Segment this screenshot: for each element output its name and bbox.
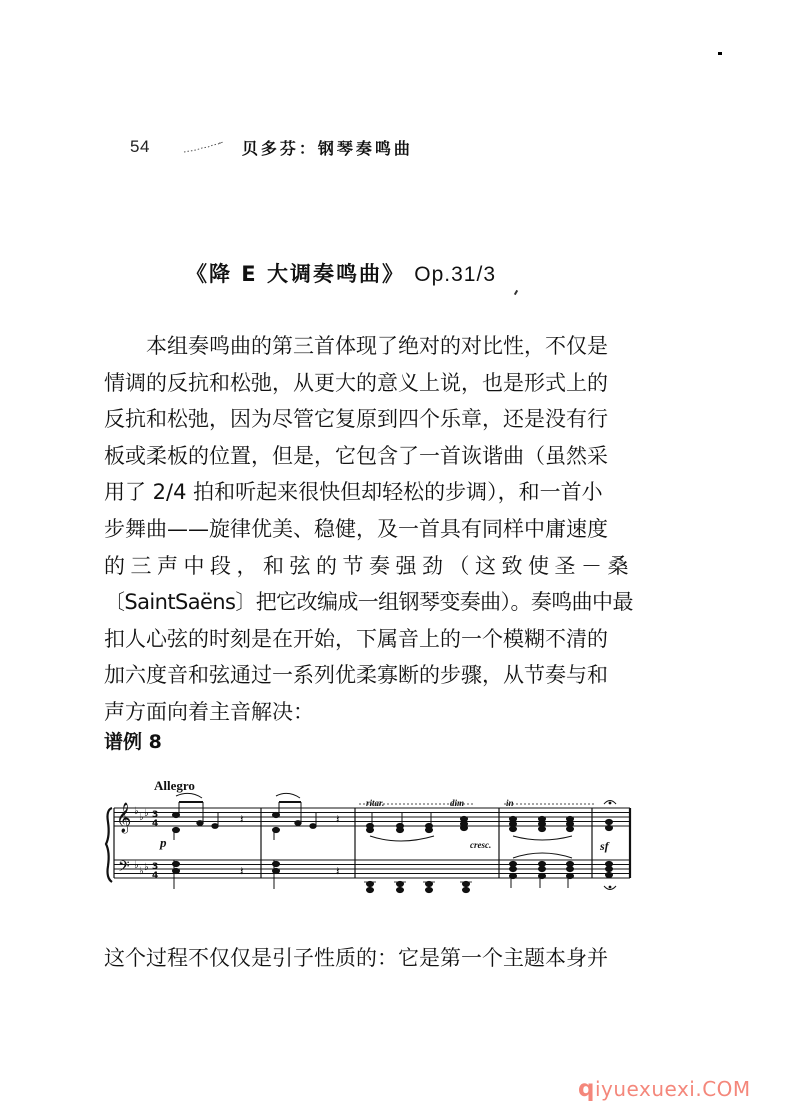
svg-text:4: 4 xyxy=(152,819,159,829)
continuation-line: 这个过程不仅仅是引子性质的：它是第一个主题本身并 xyxy=(104,946,608,970)
svg-text:𝄽: 𝄽 xyxy=(336,864,340,878)
body-paragraph xyxy=(104,328,664,731)
direction-ritar: ritar. xyxy=(366,798,385,808)
dynamic-sf: sf xyxy=(600,839,609,853)
direction-in: in xyxy=(506,798,514,808)
body-line: 的三声中段，和弦的节奏强劲（这致使圣－桑 xyxy=(104,553,634,578)
watermark-text: iyuexuexi.COM xyxy=(594,1077,751,1101)
section-title-opus: Op.31/3 xyxy=(414,263,497,286)
example-label: 谱例 8 xyxy=(104,731,162,753)
svg-text:♭: ♭ xyxy=(139,866,144,877)
running-header-title: 贝多芬：钢琴奏鸣曲 xyxy=(241,138,413,158)
svg-text:3: 3 xyxy=(152,862,159,872)
flourish-icon xyxy=(182,140,226,154)
svg-text:♭: ♭ xyxy=(134,806,139,817)
body-line: 反抗和松弛，因为尽管它复原到四个乐章，还是没有行 xyxy=(104,407,608,432)
watermark-logo-q: q xyxy=(578,1076,595,1102)
svg-text:𝄢: 𝄢 xyxy=(118,858,130,879)
svg-text:♭: ♭ xyxy=(139,812,144,823)
running-header xyxy=(130,136,413,158)
direction-dim: dim xyxy=(450,798,465,808)
svg-text:𝄽: 𝄽 xyxy=(336,812,340,826)
body-line: 加六度音和弦通过一系列优柔寡断的步骤，从节奏与和 xyxy=(104,663,608,688)
tempo-marking: Allegro xyxy=(154,778,195,793)
body-line: 情调的反抗和松弛，从更大的意义上说，也是形式上的 xyxy=(104,370,608,395)
svg-text:𝄽: 𝄽 xyxy=(240,864,244,878)
body-line: 〔SaintSaëns〕把它改编成一组钢琴变奏曲）。奏鸣曲中最 xyxy=(104,590,633,615)
body-line: 板或柔板的位置，但是，它包含了一首诙谐曲（虽然采 xyxy=(104,443,608,468)
body-line: 扣人心弦的时刻是在开始，下属音上的一个模糊不清的 xyxy=(104,626,608,651)
body-line: 本组奏鸣曲的第三首体现了绝对的对比性，不仅是 xyxy=(146,334,608,358)
direction-cresc: cresc. xyxy=(470,840,492,850)
site-watermark xyxy=(578,1076,751,1102)
svg-text:𝄞: 𝄞 xyxy=(116,803,132,833)
title-speck xyxy=(514,290,518,295)
music-score xyxy=(104,774,638,896)
section-title xyxy=(186,258,496,288)
svg-text:𝄽: 𝄽 xyxy=(240,812,244,826)
body-line: 步舞曲——旋律优美、稳健，及一首具有同样中庸速度 xyxy=(104,516,608,541)
corner-speck xyxy=(718,52,722,55)
page-number: 54 xyxy=(130,137,150,156)
section-title-cn: 《降 E 大调奏鸣曲》 xyxy=(186,262,405,286)
dynamic-p: p xyxy=(160,835,167,850)
body-line: 用了 2/4 拍和听起来很快但却轻松的步调），和一首小 xyxy=(104,480,603,505)
body-line: 声方面向着主音解决： xyxy=(104,699,314,724)
svg-text:4: 4 xyxy=(152,871,159,881)
staff-notation-icon xyxy=(104,774,638,896)
svg-text:♭: ♭ xyxy=(144,862,149,873)
svg-text:3: 3 xyxy=(152,810,159,820)
svg-text:♭: ♭ xyxy=(144,808,149,819)
svg-text:♭: ♭ xyxy=(134,860,139,871)
